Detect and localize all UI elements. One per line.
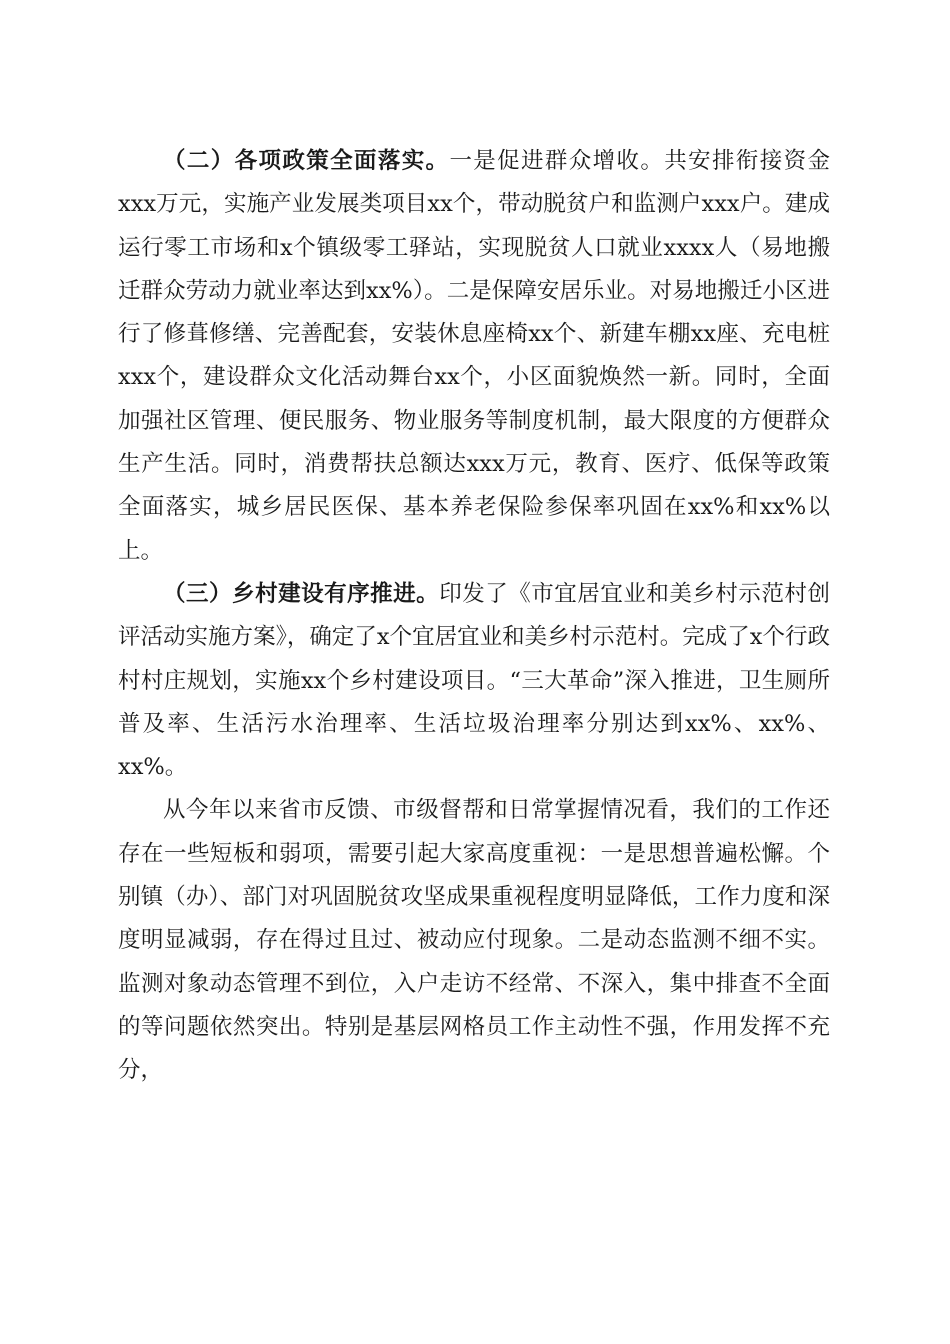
paragraph-body: 一是促进群众增收。共安排衔接资金xxx万元，实施产业发展类项目xx个，带动脱贫户和监测户xxx户。建成运行零工市场和x个镇级零工驿站，实现脱贫人口就业xxxx人（易地搬迁群众劳动力就业率达到xx%）。二是保障安居乐业。对易地搬迁小区进行了修葺修缮、完善配套，安装休息座椅xx个、新建车棚xx座、充电桩xxx个，建设群众文化活动舞台xx个，小区面貌焕然一新。同时，全面加强社区管理、便民服务、物业服务等制度机制，最大限度的方便群众生产生活。同时，消费帮扶总额达xxx万元，教育、医疗、低保等政策全面落实，城乡居民医保、基本养老保险参保率巩固在xx%和xx%以上。 (118, 148, 830, 564)
paragraph-policy-implementation (118, 140, 830, 573)
section-heading-2: （二）各项政策全面落实。 (163, 148, 450, 174)
paragraph-rural-construction (118, 573, 830, 789)
paragraph-problems (118, 789, 830, 1092)
document-page (118, 140, 830, 1093)
paragraph-body: 印发了《市宜居宜业和美乡村示范村创评活动实施方案》，确定了x个宜居宜业和美乡村示范村。完成了x个行政村村庄规划，实施xx个乡村建设项目。“三大革命”深入推进，卫生厕所普及率、生活污水治理率、生活垃圾治理率分别达到xx%、xx%、xx%。 (118, 580, 830, 781)
paragraph-body: 从今年以来省市反馈、市级督帮和日常掌握情况看，我们的工作还存在一些短板和弱项，需要引起大家高度重视：一是思想普遍松懈。个别镇（办）、部门对巩固脱贫攻坚成果重视程度明显降低，工作力度和深度明显减弱，存在得过且过、被动应付现象。二是动态监测不细不实。监测对象动态管理不到位，入户走访不经常、不深入，集中排查不全面的等问题依然突出。特别是基层网格员工作主动性不强，作用发挥不充分， (118, 797, 830, 1084)
section-heading-3: （三）乡村建设有序推进。 (163, 580, 440, 607)
